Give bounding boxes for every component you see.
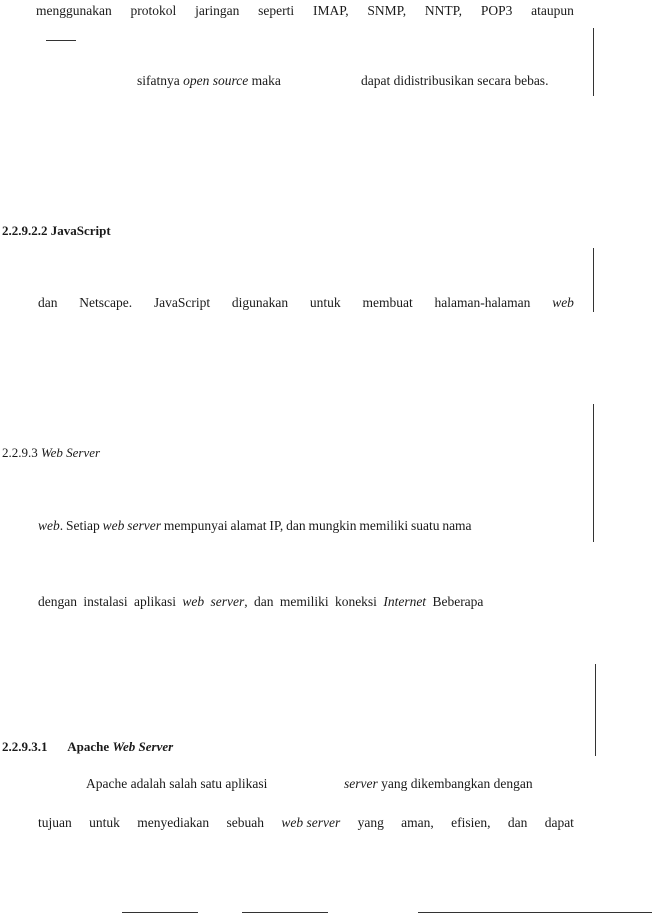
word: yang (357, 815, 384, 830)
word: seperti (258, 3, 295, 18)
word-italic: web (552, 295, 574, 310)
word: dapat (544, 815, 574, 830)
para3-line1 (38, 517, 472, 535)
word: SNMP, (367, 3, 407, 18)
heading-apache (2, 738, 173, 756)
text-italic: web (38, 518, 60, 533)
word: aman, (401, 815, 434, 830)
word: menggunakan (36, 3, 112, 18)
heading-web-server (2, 444, 100, 462)
word: protokol (130, 3, 177, 18)
word: jaringan (195, 3, 240, 18)
text-segment: maka (248, 73, 281, 88)
margin-bar (593, 404, 594, 542)
text-segment: sifatnya (137, 73, 184, 88)
word: menyediakan (137, 815, 210, 830)
text-segment: yang dikembangkan dengan (377, 776, 533, 791)
text-segment: Beberapa (426, 594, 484, 609)
para4-line1-start (86, 775, 267, 793)
heading-title: Apache (67, 739, 113, 754)
para1-line2 (137, 72, 281, 90)
footnote-rule (242, 912, 328, 913)
word: halaman-halaman (434, 295, 531, 310)
word: dan (38, 295, 58, 310)
footnote-rule (418, 912, 652, 913)
text-segment: dapat didistribusikan secara bebas. (361, 73, 549, 88)
heading-number: 2.2.9.3.1 (2, 739, 48, 754)
para4-line1-end (344, 775, 533, 793)
word: dan (507, 815, 528, 830)
short-rule (46, 40, 76, 41)
word: ataupun (531, 3, 574, 18)
word-italic: web server (281, 815, 341, 830)
word: membuat (362, 295, 413, 310)
heading-title: Web Server (41, 445, 101, 460)
text-segment: , dan memiliki koneksi (244, 594, 384, 609)
text-italic: web server (182, 594, 245, 609)
text-segment: . Setiap (59, 518, 103, 533)
word: POP3 (480, 3, 513, 18)
heading-javascript: 2.2.9.2.2 JavaScript (2, 223, 111, 238)
text-italic: web server (102, 518, 161, 533)
word: untuk (89, 815, 120, 830)
para3-line2 (38, 593, 483, 611)
para2-line (38, 294, 574, 312)
margin-bar (593, 248, 594, 312)
text-italic: server (344, 776, 378, 791)
text-italic: open source (183, 73, 249, 88)
word: IMAP, (312, 3, 349, 18)
para1-line1 (36, 2, 574, 20)
word: JavaScript (153, 295, 211, 310)
para1-line2-end (361, 72, 548, 90)
word: untuk (309, 295, 341, 310)
word: tujuan (38, 815, 72, 830)
footnote-rule (122, 912, 198, 913)
heading-title-italic: Web Server (112, 739, 174, 754)
word: efisien, (451, 815, 491, 830)
word: digunakan (231, 295, 289, 310)
text-segment: mempunyai alamat IP, dan mungkin memiliki suatu nama (160, 518, 472, 533)
text-italic: Internet (383, 594, 427, 609)
margin-bar (593, 28, 594, 96)
word: sebuah (226, 815, 265, 830)
para4-line2 (38, 814, 574, 832)
text-segment: dengan instalasi aplikasi (38, 594, 183, 609)
word: Netscape. (79, 295, 133, 310)
heading-number: 2.2.9.3 (2, 445, 41, 460)
margin-bar (595, 664, 596, 756)
word: NNTP, (424, 3, 463, 18)
text-segment: Apache adalah salah satu aplikasi (86, 776, 268, 791)
